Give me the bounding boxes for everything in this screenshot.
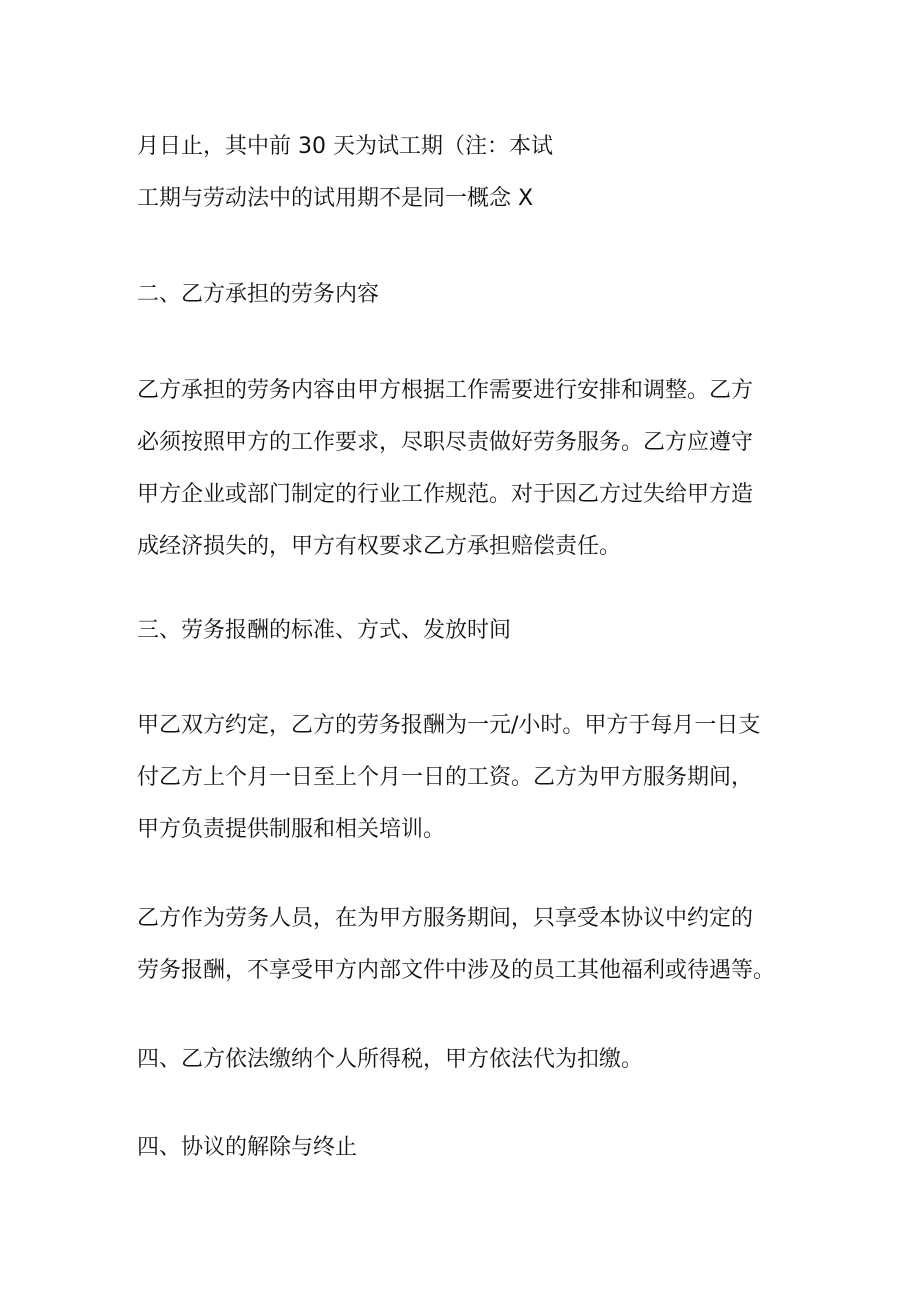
section-heading-labor-content: 二、乙方承担的劳务内容	[137, 282, 380, 307]
text-line: 乙方承担的劳务内容由甲方根据工作需要进行安排和调整。乙方	[137, 378, 754, 403]
paragraph-remuneration	[137, 700, 837, 856]
text-line: 劳务报酬，不享受甲方内部文件中涉及的员工其他福利或待遇等。	[137, 958, 776, 983]
text-line: 乙方作为劳务人员，在为甲方服务期间，只享受本协议中约定的	[137, 906, 754, 931]
section-heading-termination: 四、协议的解除与终止	[137, 1135, 358, 1160]
paragraph-labor-content	[137, 365, 837, 573]
text-line: 工期与劳动法中的试用期不是同一概念 X	[137, 186, 534, 211]
text-line: 月日止，其中前 30 天为试工期（注：本试	[137, 134, 553, 159]
text-line: 必须按照甲方的工作要求，尽职尽责做好劳务服务。乙方应遵守	[137, 430, 754, 455]
paragraph-probation	[137, 121, 837, 225]
text-line: 甲乙双方约定，乙方的劳务报酬为一元/小时。甲方于每月一日支	[137, 713, 761, 738]
section-heading-remuneration: 三、劳务报酬的标准、方式、发放时间	[137, 618, 512, 643]
text-line: 成经济损失的，甲方有权要求乙方承担赔偿责任。	[137, 534, 622, 559]
text-line: 甲方负责提供制服和相关培训。	[137, 817, 446, 842]
section-heading-income-tax: 四、乙方依法缴纳个人所得税，甲方依法代为扣缴。	[137, 1047, 644, 1072]
text-line: 付乙方上个月一日至上个月一日的工资。乙方为甲方服务期间，	[137, 765, 754, 790]
text-line: 甲方企业或部门制定的行业工作规范。对于因乙方过失给甲方造	[137, 482, 754, 507]
paragraph-benefits	[137, 893, 837, 997]
